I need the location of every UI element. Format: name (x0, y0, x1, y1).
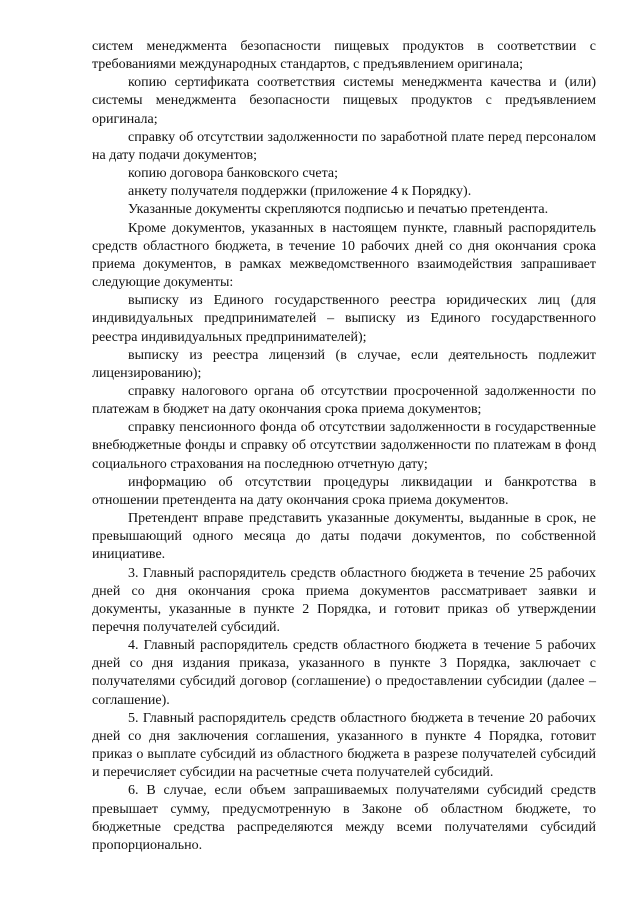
paragraph-item-5: 5. Главный распорядитель средств областного бюджета в течение 20 рабочих дней со дня заключения соглашения, указанного в пункте 4 Порядка, готовит приказ о выплате субсидий из областного бюджета в разрезе получателей субсидий и перечисляет субсидии на расчетные счета получателей субсидий. (92, 710, 596, 781)
document-page (92, 38, 596, 855)
paragraph-item-6: 6. В случае, если объем запрашиваемых получателями субсидий средств превышает сумму, предусмотренную в Законе об областном бюджете, то бюджетные средства распределяются между всеми получателями субсидий пропорционально. (92, 783, 596, 853)
paragraph-liquidation: информацию об отсутствии процедуры ликвидации и банкротства в отношении претендента на дату окончания срока приема документов. (92, 474, 596, 508)
paragraph-item-4: 4. Главный распорядитель средств областного бюджета в течение 5 рабочих дней со дня издания приказа, указанного в пункте 3 Порядка, заключает с получателями субсидий договор (соглашение) о предоставлении субсидии (далее – соглашение). (92, 638, 596, 708)
paragraph-certificate-copy: копию сертификата соответствия системы менеджмента качества и (или) системы менеджмента безопасности пищевых продуктов с предъявлением оригинала; (92, 75, 596, 127)
paragraph-signed: Указанные документы скрепляются подписью и печатью претендента. (128, 202, 549, 218)
paragraph-egrul: выписку из Единого государственного реестра юридических лиц (для индивидуальных предпринимателей – выписку из Единого государственного реестра индивидуальных предпринимателей); (92, 293, 596, 345)
paragraph-tax-certificate: справку налогового органа об отсутствии просроченной задолженности по платежам в бюджет на дату окончания срока приема документов; (92, 383, 596, 418)
paragraph-pension-fund: справку пенсионного фонда об отсутствии задолженности в государственные внебюджетные фонды и справку об отсутствии задолженности по платежам в фонд социального страхования на последнюю отчетную дату; (92, 420, 596, 472)
paragraph-questionnaire: анкету получателя поддержки (приложение 4 к Порядку). (128, 184, 472, 200)
paragraph-continuation: систем менеджмента безопасности пищевых продуктов в соответствии с требованиями международных стандартов, с предъявлением оригинала; (92, 39, 596, 73)
paragraph-item-3: 3. Главный распорядитель средств областного бюджета в течение 25 рабочих дней со дня окончания срока приема документов рассматривает заявки и документы, указанные в пункте 2 Порядка, и готовит приказ об утверждении перечня получателей субсидий. (92, 565, 596, 635)
paragraph-licenses: выписку из реестра лицензий (в случае, если деятельность подлежит лицензированию); (92, 347, 596, 381)
paragraph-bank-contract: копию договора банковского счета; (128, 166, 339, 182)
paragraph-salary-debt: справку об отсутствии задолженности по заработной плате перед персоналом на дату подачи документов; (92, 129, 596, 163)
paragraph-own-initiative: Претендент вправе представить указанные документы, выданные в срок, не превышающий одного месяца до даты подачи документов, по собственной инициативе. (92, 511, 596, 563)
paragraph-interagency-requests: Кроме документов, указанных в настоящем пункте, главный распорядитель средств областного бюджета, в течение 10 рабочих дней со дня окончания срока приема документов, в рамках межведомственного взаимодействия запрашивает следующие документы: (92, 220, 596, 291)
